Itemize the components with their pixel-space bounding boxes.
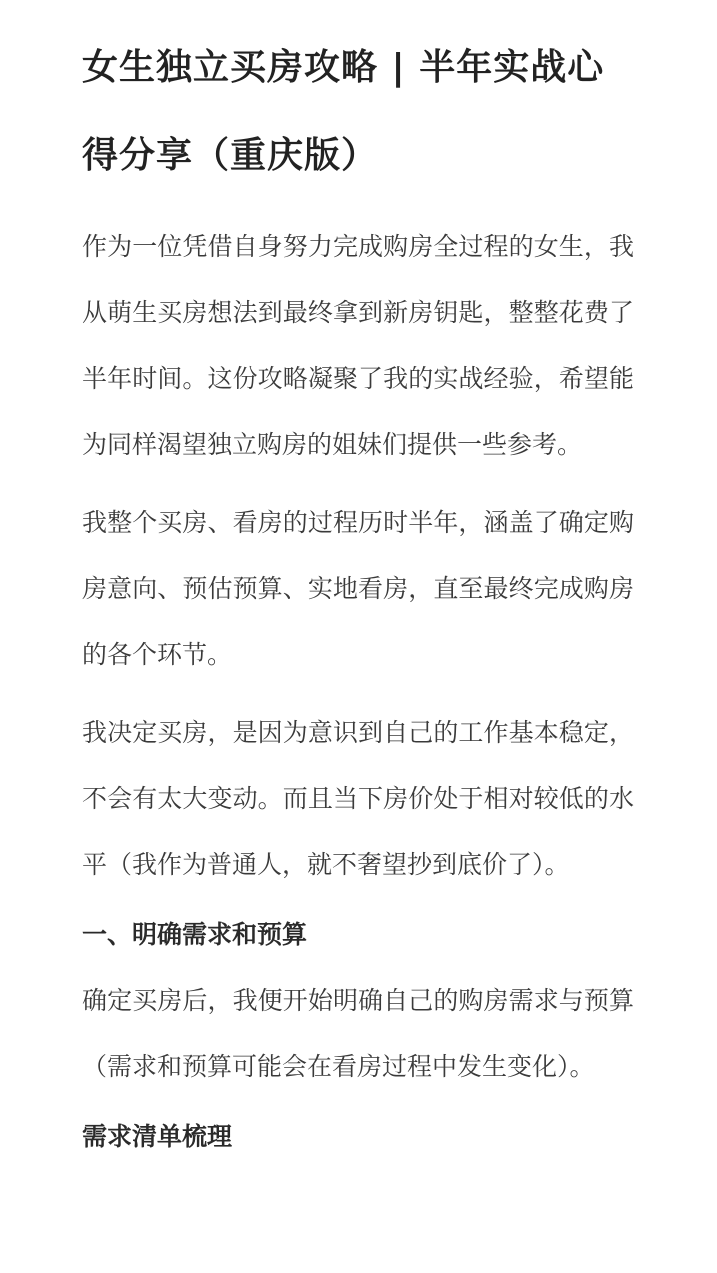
subsection-heading: 需求清单梳理: [82, 1122, 233, 1151]
article: [82, 24, 634, 1170]
intro-paragraph: 作为一位凭借自身努力完成购房全过程的女生，我从萌生买房想法到最终拿到新房钥匙，整整花费了半年时间。这份攻略凝聚了我的实战经验，希望能为同样渴望独立购房的姐妹们提供一些参考。: [82, 232, 634, 459]
process-paragraph: 我整个买房、看房的过程历时半年，涵盖了确定购房意向、预估预算、实地看房，直至最终完成购房的各个环节。: [82, 508, 634, 669]
article-title: 女生独立买房攻略 | 半年实战心得分享（重庆版）: [82, 47, 605, 176]
section-paragraph: 确定买房后，我便开始明确自己的购房需求与预算（需求和预算可能会在看房过程中发生变化）。: [82, 986, 634, 1081]
section-heading: 一、明确需求和预算: [82, 920, 308, 949]
reason-paragraph: 我决定买房，是因为意识到自己的工作基本稳定，不会有太大变动。而且当下房价处于相对较低的水平（我作为普通人，就不奢望抄到底价了）。: [82, 718, 634, 879]
